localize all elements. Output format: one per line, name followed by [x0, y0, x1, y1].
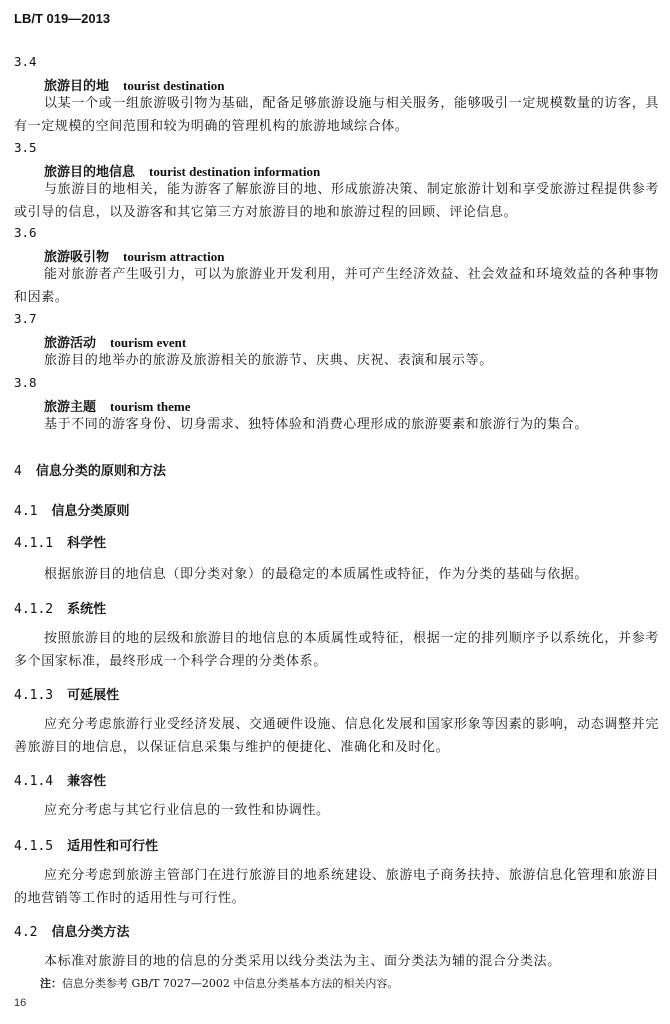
section-title: 兼容性 [67, 774, 107, 789]
section-number: 4.2 [14, 925, 38, 940]
term-zh: 旅游目的地 [44, 79, 110, 94]
term-zh: 旅游目的地信息 [44, 165, 136, 180]
section-body: 按照旅游目的地的层级和旅游目的地信息的本质属性或特征，根据一定的排列顺序予以系统化，并参考多个国家标准，最终形成一个科学合理的分类体系。 [14, 631, 659, 669]
document-code: LB/T 019—2013 [14, 11, 111, 26]
section-title: 可延展性 [67, 688, 120, 703]
term-en: tourism event [110, 335, 187, 350]
note-label: 注： [40, 977, 62, 990]
section-title: 适用性和可行性 [67, 839, 159, 854]
section-number: 4 [14, 464, 22, 479]
term-en: tourist destination [123, 78, 225, 93]
section-body: 应充分考虑到旅游主管部门在进行旅游目的地系统建设、旅游电子商务扶持、旅游信息化管理和旅游目的地营销等工作时的适用性与可行性。 [14, 868, 659, 906]
page-number: 16 [14, 997, 27, 1009]
term-definition: 与旅游目的地相关，能为游客了解旅游目的地、形成旅游决策、制定旅游计划和享受旅游过程提供参考或引导的信息，以及游客和其它第三方对旅游目的地和旅游过程的回顾、评论信息。 [14, 182, 659, 220]
note-text: 信息分类参考 GB/T 7027—2002 中信息分类基本方法的相关内容。 [62, 977, 399, 990]
term-number: 3.8 [14, 375, 37, 390]
term-zh: 旅游活动 [44, 336, 97, 351]
section-body: 根据旅游目的地信息（即分类对象）的最稳定的本质属性或特征，作为分类的基础与依据。 [44, 567, 589, 582]
section-number: 4.1.1 [14, 536, 54, 551]
term-zh: 旅游主题 [44, 400, 97, 415]
subsection-heading [14, 835, 158, 854]
subsection-heading [14, 684, 119, 703]
term-en: tourism theme [110, 399, 191, 414]
section-body: 本标准对旅游目的地的信息的分类采用以线分类法为主、面分类法为辅的混合分类法。 [44, 954, 561, 969]
term-number: 3.5 [14, 140, 37, 155]
term-en: tourism attraction [123, 249, 225, 264]
section-number: 4.1.2 [14, 602, 54, 617]
note [40, 975, 398, 991]
section-body: 应充分考虑旅游行业受经济发展、交通硬件设施、信息化发展和国家形象等因素的影响，动态调整并完善旅游目的地信息，以保证信息采集与维护的便捷化、准确化和及时化。 [14, 717, 659, 755]
section-number: 4.1.3 [14, 688, 54, 703]
term-zh: 旅游吸引物 [44, 250, 110, 265]
section-title: 信息分类方法 [51, 925, 130, 940]
section-heading [14, 500, 130, 519]
section-number: 4.1.5 [14, 839, 54, 854]
term-en: tourist destination information [149, 164, 321, 179]
section-title: 信息分类原则 [51, 504, 130, 519]
term-definition: 基于不同的游客身份、切身需求、独特体验和消费心理形成的旅游要素和旅游行为的集合。 [44, 417, 589, 432]
term-number: 3.4 [14, 54, 37, 69]
section-number: 4.1 [14, 504, 38, 519]
section-number: 4.1.4 [14, 774, 54, 789]
term-number: 3.7 [14, 311, 37, 326]
term-definition: 以某一个或一组旅游吸引物为基础，配备足够旅游设施与相关服务，能够吸引一定规模数量的访客，具有一定规模的空间范围和较为明确的管理机构的旅游地域综合体。 [14, 96, 659, 134]
section-title: 系统性 [67, 602, 107, 617]
subsection-heading [14, 598, 106, 617]
section-title: 科学性 [67, 536, 107, 551]
term-definition: 能对旅游者产生吸引力，可以为旅游业开发利用，并可产生经济效益、社会效益和环境效益的各种事物和因素。 [14, 267, 659, 305]
section-title: 信息分类的原则和方法 [35, 464, 166, 479]
section-body: 应充分考虑与其它行业信息的一致性和协调性。 [44, 803, 330, 818]
term-definition: 旅游目的地举办的旅游及旅游相关的旅游节、庆典、庆祝、表演和展示等。 [44, 353, 493, 368]
section-heading [14, 460, 166, 479]
subsection-heading [14, 532, 106, 551]
subsection-heading [14, 770, 106, 789]
section-heading [14, 921, 130, 940]
term-number: 3.6 [14, 225, 37, 240]
